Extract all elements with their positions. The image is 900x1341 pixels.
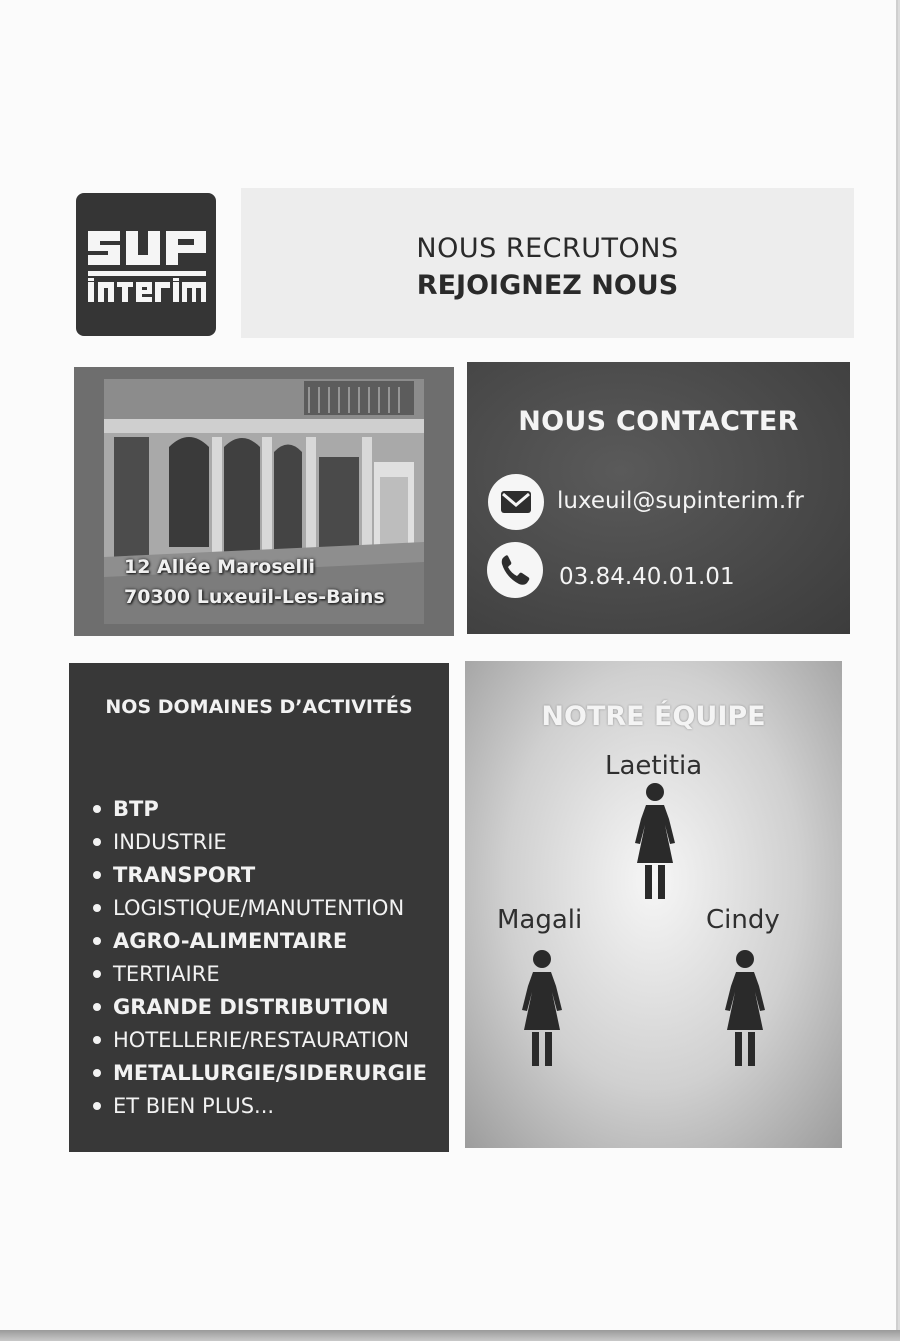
list-item xyxy=(89,957,427,990)
bullet xyxy=(93,1036,101,1044)
domain-label: TRANSPORT xyxy=(113,862,256,887)
domain-label: METALLURGIE/SIDERURGIE xyxy=(113,1060,427,1085)
contact-panel xyxy=(467,362,850,634)
domain-label: TERTIAIRE xyxy=(113,961,220,986)
team-title: NOTRE ÉQUIPE xyxy=(541,701,766,732)
bullet xyxy=(93,871,101,879)
woman-icon xyxy=(719,948,771,1070)
team-member-name: Cindy xyxy=(706,905,780,935)
list-item xyxy=(89,825,427,858)
page-edge xyxy=(0,1330,900,1341)
activity-domains-panel xyxy=(69,663,449,1152)
bullet xyxy=(93,904,101,912)
list-item xyxy=(89,858,427,891)
bullet xyxy=(93,805,101,813)
agency-photo xyxy=(74,367,454,636)
bullet xyxy=(93,970,101,978)
domain-label: AGRO-ALIMENTAIRE xyxy=(113,928,348,953)
list-item xyxy=(89,891,427,924)
contact-email[interactable]: luxeuil@supinterim.fr xyxy=(557,488,804,514)
contact-phone[interactable]: 03.84.40.01.01 xyxy=(559,564,735,590)
team-panel xyxy=(465,661,842,1148)
contact-title: NOUS CONTACTER xyxy=(518,406,799,437)
bullet xyxy=(93,1069,101,1077)
domain-label: HOTELLERIE/RESTAURATION xyxy=(113,1027,410,1052)
envelope-icon xyxy=(488,474,544,530)
list-item xyxy=(89,1023,427,1056)
domains-list xyxy=(89,792,427,1122)
phone-icon xyxy=(487,542,543,598)
woman-icon xyxy=(516,948,568,1070)
bullet xyxy=(93,838,101,846)
list-item xyxy=(89,792,427,825)
address-city: 70300 Luxeuil-Les-Bains xyxy=(124,586,385,608)
domain-label: GRANDE DISTRIBUTION xyxy=(113,994,389,1019)
recruiting-header xyxy=(241,188,854,338)
bullet xyxy=(93,1102,101,1110)
domain-label: LOGISTIQUE/MANUTENTION xyxy=(113,895,405,920)
address-street: 12 Allée Maroselli xyxy=(124,556,316,578)
header-line-2: REJOIGNEZ NOUS xyxy=(416,270,679,301)
bullet xyxy=(93,937,101,945)
list-item xyxy=(89,1056,427,1089)
domain-label: INDUSTRIE xyxy=(113,829,227,854)
domain-label: ET BIEN PLUS... xyxy=(113,1093,275,1118)
bullet xyxy=(93,1003,101,1011)
list-item xyxy=(89,990,427,1023)
woman-icon xyxy=(629,781,681,903)
domain-label: BTP xyxy=(113,796,159,821)
team-member-name: Laetitia xyxy=(605,751,703,781)
team-member-name: Magali xyxy=(497,905,583,935)
sup-interim-logo xyxy=(76,193,216,336)
list-item xyxy=(89,1089,427,1122)
domains-title: NOS DOMAINES D’ACTIVITÉS xyxy=(105,696,413,718)
list-item xyxy=(89,924,427,957)
header-line-1: NOUS RECRUTONS xyxy=(416,233,679,264)
